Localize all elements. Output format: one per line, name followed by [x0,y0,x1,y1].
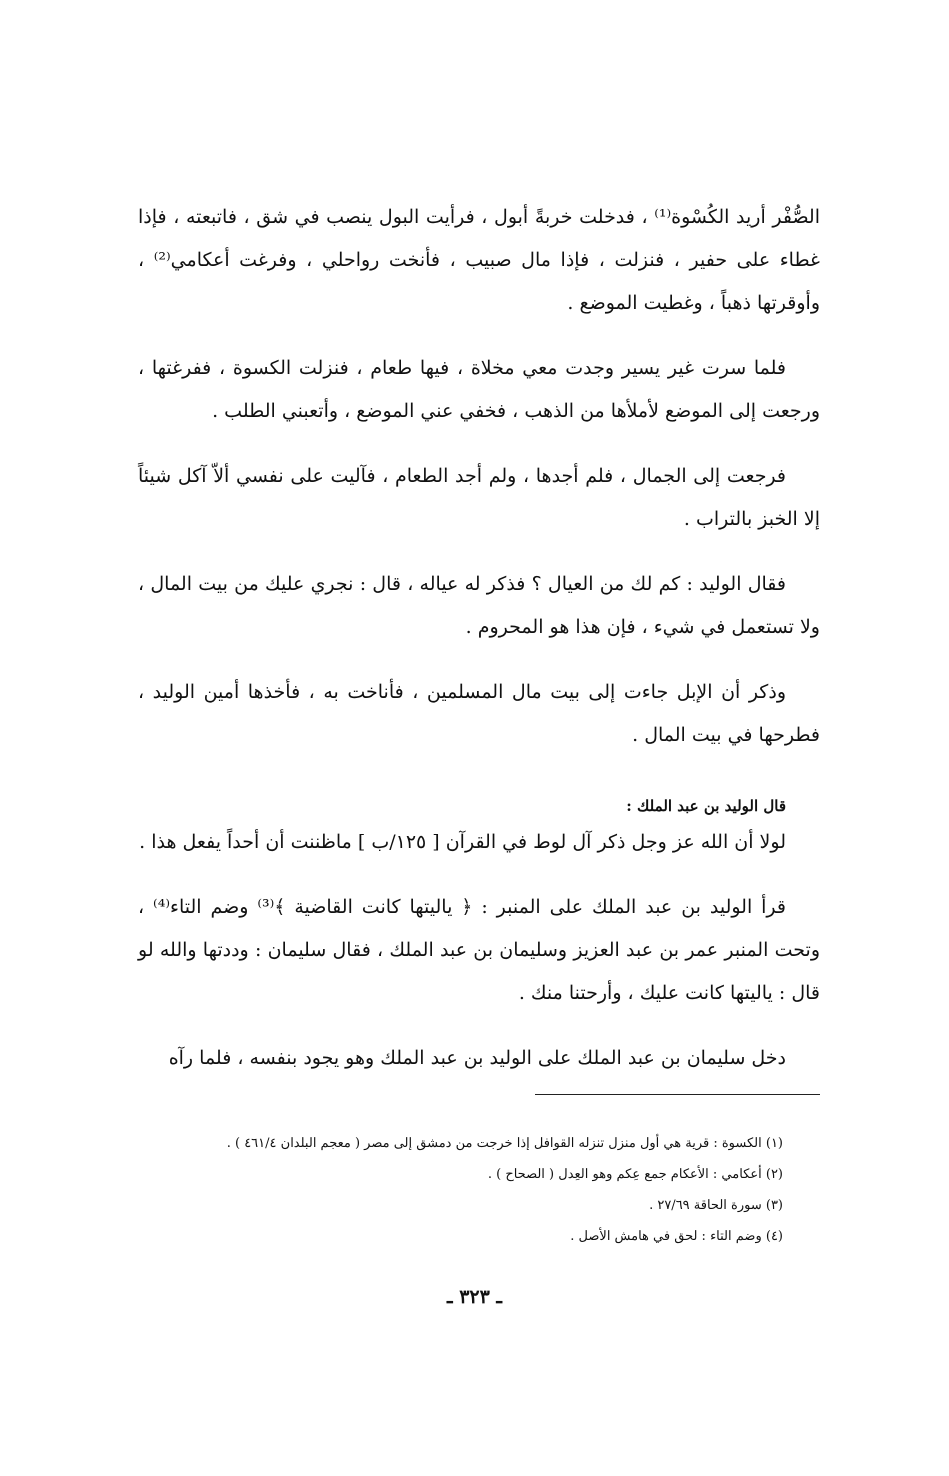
paragraph-5: وذكر أن الإبل جاءت إلى بيت مال المسلمين ، فأناخت به ، فأخذها أمين الوليد ، فطرحها في بيت المال . [138,681,820,746]
footnote-divider [535,1094,820,1095]
footnote-1: (١) الكسوة : قرية هي أول منزل تنزله القوافل إذا خرجت من دمشق إلى مصر ( معجم البلدان ٤٦١/٤ ) . [226,1136,783,1151]
paragraph-1: الصُّفْر أريد الكُسْوة⁽¹⁾ ، فدخلت خربةً أبول ، فرأيت البول ينصب في شق ، فاتبعته ، فإذا غطاء على حفير ، فنزلت ، فإذا مال صبيب ، فأنخت رواحلي ، وفرغت أعكامي⁽²⁾ ، وأوقرتها ذهباً ، وغطيت الموضع . [138,206,820,314]
main-text [138,196,820,1102]
paragraph-7: قرأ الوليد بن عبد الملك على المنبر : ﴿ ياليتها كانت القاضية ﴾⁽³⁾ وضم التاء⁽⁴⁾ ، وتحت المنبر عمر بن عبد العزيز وسليمان بن عبد الملك ، فقال سليمان : وددتها والله لو قال : ياليتها كانت عليك ، وأرحتنا منك . [138,896,820,1004]
footnote-3: (٣) سورة الحاقة ٢٧/٦٩ . [649,1198,783,1213]
footnote-2: (٢) أعكامي : الأعكام جمع عِكم وهو العِدل ( الصحاح ) . [487,1167,783,1182]
footnote-4: (٤) وضم التاء : لحق في هامش الأصل . [570,1229,783,1244]
paragraph-6: لولا أن الله عز وجل ذكر آل لوط في القرآن [ ١٢٥/ب ] ماظننت أن أحداً يفعل هذا . [139,831,786,853]
paragraph-3: فرجعت إلى الجمال ، فلم أجدها ، ولم أجد الطعام ، فآليت على نفسي ألاّ آكل شيئاً إلا الخبز بالتراب . [138,465,820,530]
footnotes [143,1128,783,1252]
page-number: ـ ٣٢٣ ـ [447,1286,502,1308]
paragraph-2: فلما سرت غير يسير وجدت معي مخلاة ، فيها طعام ، فنزلت الكسوة ، ففرغتها ، ورجعت إلى الموضع لأملأها من الذهب ، فخفي عني الموضع ، وأتعبني الطلب . [138,357,820,422]
section-heading: قال الوليد بن عبد الملك : [626,797,786,815]
paragraph-8: دخل سليمان بن عبد الملك على الوليد بن عبد الملك وهو يجود بنفسه ، فلما رآه [168,1047,786,1069]
paragraph-4: فقال الوليد : كم لك من العيال ؟ فذكر له عياله ، قال : نجري عليك من بيت المال ، ولا تستعمل في شيء ، فإن هذا هو المحروم . [138,573,820,638]
